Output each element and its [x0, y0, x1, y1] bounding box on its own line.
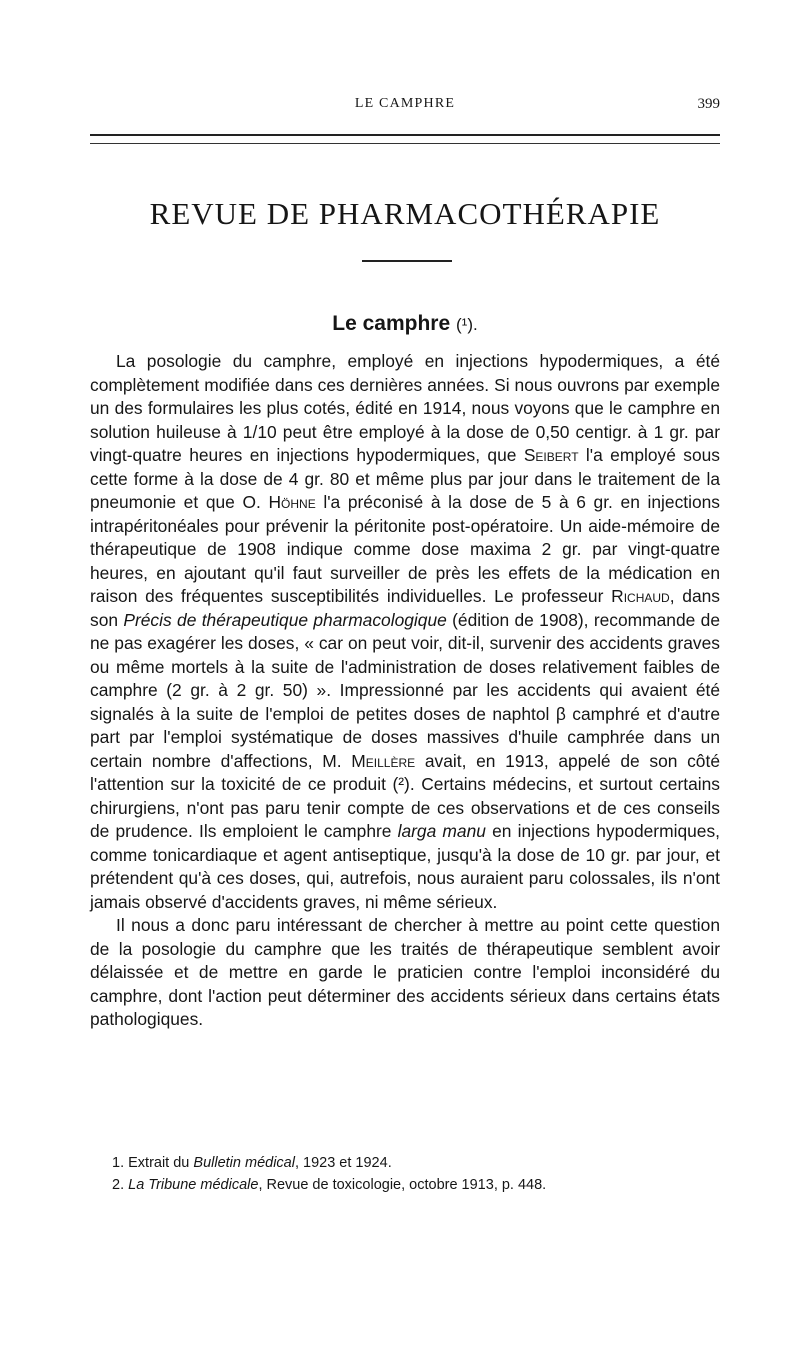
footnote-text: 2. — [112, 1177, 129, 1193]
header-rule-thin — [90, 143, 720, 144]
author-name-hohne: Höhne — [268, 492, 316, 512]
text-run: l'a préconisé à la dose de 5 à 6 gr. en injections intrapéritonéales pour prévenir la péritonite post-opératoire. Un aide-mémoire de thérapeutique de 1908 indique comme dose maxima 2 gr. par vingt-quatre heures, en ajoutant qu'il faut surveiller de près les effets de la médication en raison des fréquentes susceptibilités individuelles. Le professeur — [90, 492, 720, 606]
paragraph-2: Il nous a donc paru intéressant de chercher à mettre au point cette question de la posologie du camphre que les traités de thérapeutique semblent avoir délaissée et de mettre en garde le praticien contre l'emploi inconsidéré du camphre, dont l'action peut déterminer des accidents sérieux dans certains états pathologiques. — [90, 915, 720, 1029]
text-run: La posologie du camphre, employé en injections hypodermiques, a été complètement modifiée dans ces dernières années. Si nous ouvrons par exemple un des formulaires les plus cotés, édité en 1914, nous voyons que le camphre en solution huileuse à 1/10 peut être employé à la dose de 0,50 centigr. à 1 gr. par vingt-quatre heures en injections hypodermiques, que — [90, 351, 720, 465]
section-title: REVUE DE PHARMACOTHÉRAPIE — [149, 196, 661, 231]
author-name-meillere: Meillère — [351, 750, 416, 771]
title-rule — [362, 260, 452, 262]
author-name-seibert: Seibert — [523, 445, 579, 465]
running-title: LE CAMPHRE — [354, 96, 456, 111]
text-run: avait, en 1913, appelé de son côté l'attention sur la toxicité de ce produit (²). Certains médecins, et surtout certains chirurgiens, n'ont pas paru tenir compte de ces observations et de ces conseils de prudence. Ils emploient le camphre — [90, 750, 720, 841]
footnote-text: , 1923 et 1924. — [294, 1155, 392, 1171]
text-run: (édition de 1908), recommande de ne pas exagérer les doses, « car on peut voir, dit-il, survenir des accidents graves ou même mortels à la suite de l'administration de doses relativement faibles de camphre (2 gr. à 2 gr. 50) ». Impressionné par les accidents qui avaient été signalés à la suite de l'emploi de petites doses de naphtol β camphré et d'autre part par l'emploi systématique de doses massives d'huile camphrée dans un certain nombre d'affections, M. — [90, 609, 720, 771]
footnote-2 — [90, 1174, 720, 1196]
article-body — [90, 350, 720, 1032]
footnotes — [90, 1152, 720, 1196]
journal-title: La Tribune médicale — [128, 1177, 259, 1193]
author-name-richaud: Richaud — [611, 586, 670, 606]
footnote-text: , Revue de toxicologie, octobre 1913, p. 448. — [258, 1177, 547, 1193]
footnote-1 — [90, 1152, 720, 1174]
text-run: en injections hypodermiques, comme tonicardiaque et agent antiseptique, jusqu'à la dose de 10 gr. par jour, et prétendent qu'à ces doses, qui, autrefois, nous auraient paru colossales, ils n'ont jamais observé d'accidents graves, ni même sérieux. — [90, 821, 720, 912]
text-run: l'a employé sous cette forme à la dose de 4 gr. 80 et même plus par jour dans le traitement de la pneumonie et que O. — [90, 445, 720, 512]
footnote-text: 1. Extrait du — [112, 1155, 194, 1171]
journal-title: Bulletin médical — [193, 1155, 295, 1171]
page-number: 399 — [697, 96, 720, 112]
subtitle-text: Le camphre — [332, 312, 451, 335]
subtitle-note-ref: (¹). — [456, 315, 478, 334]
text-run: , dans son — [90, 586, 721, 630]
latin-phrase: larga manu — [397, 821, 486, 841]
paragraph-1 — [90, 350, 720, 914]
header-rule-thick — [90, 134, 720, 136]
running-head — [90, 96, 720, 122]
book-title: Précis de thérapeutique pharmacologique — [123, 609, 447, 630]
article-subtitle — [90, 312, 720, 336]
